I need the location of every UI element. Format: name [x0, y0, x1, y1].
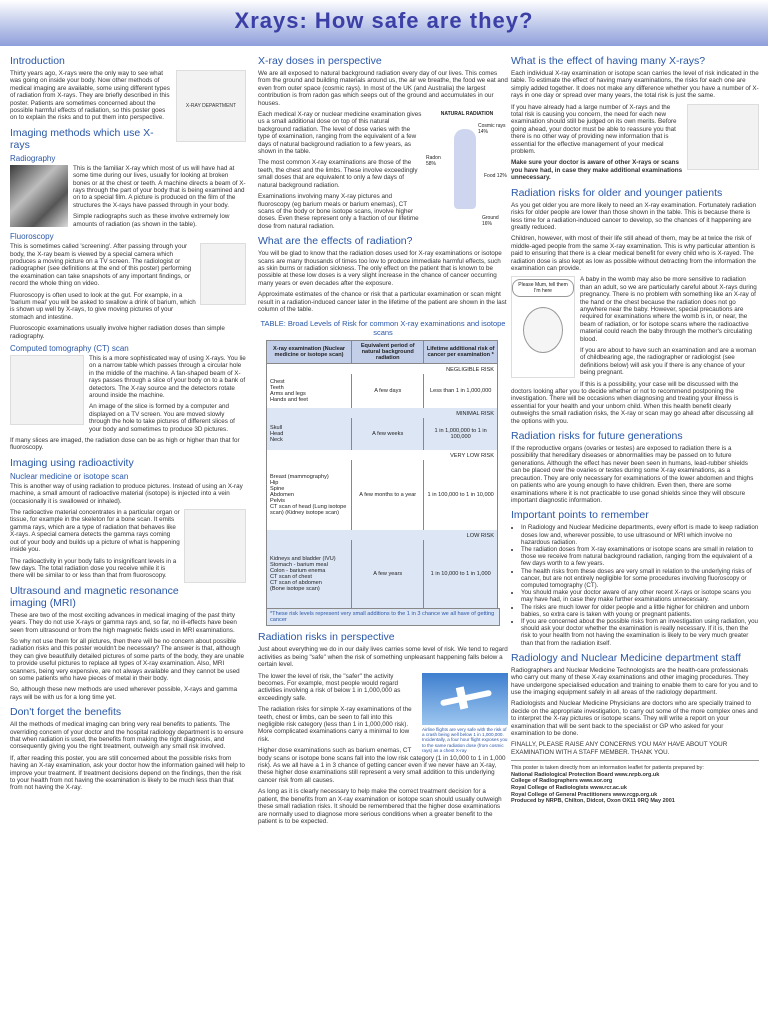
cell-period: A few years [352, 540, 424, 608]
perspective-text-3: The radiation risks for simple X-ray examinations of the teeth, chest or limbs, can be seen to fall into this negligible risk category (less than 1 in 1,000,000 risk). More complicated examinations carry a minimal to low risk. [258, 706, 412, 743]
table-header-row [267, 341, 498, 364]
many-xrays-text-2: If you have already had a large number of X-rays and the total risk is causing you concern, the need for each new examination should still be judged on its own merits. Before going ahead, your doctor must be able to reassure you that there is no other way of providing new information that is essential for the effective management of your medical problem. [511, 103, 677, 156]
credit-line: College of Radiographers www.sor.org [511, 778, 613, 785]
heading-older-younger: Radiation risks for older and younger patients [511, 186, 723, 199]
credits-intro: This poster is taken directly from an information leaflet for patients prepared by: [511, 765, 704, 772]
heading-risks-perspective: Radiation risks in perspective [258, 631, 395, 644]
risk-table [266, 340, 498, 608]
table-row [267, 418, 498, 450]
list-item: • In Radiology and Nuclear Medicine departments, every effort is made to keep radiation doses low and, wherever possible, to use ultrasound or MRI which involve no hazardous radiation. [521, 524, 759, 546]
column-left [10, 50, 246, 1020]
gamma-camera-illustration [184, 509, 246, 583]
dose-text-4: Examinations involving many X-ray pictures and fluoroscopy (eg barium meals or barium enemas), CT scans of the body or bone isotope scans, involve higher doses. Even these represent only a fraction of our lifetime dose from natural radiation. [258, 193, 419, 230]
header-exam: X-ray examination (Nuclear medicine or isotope scan) [267, 341, 352, 364]
heading-imaging-methods: Imaging methods which use X-rays [10, 126, 154, 151]
natural-radiation-diagram [426, 111, 508, 229]
table-title: TABLE: Broad Levels of Risk for common X-ray examinations and isotope scans [260, 319, 506, 338]
table-row [267, 540, 498, 608]
heading-ct-scan: Computed tomography (CT) scan [10, 343, 129, 353]
perspective-text-5: As long as it is clearly necessary to help make the correct treatment decision for a patient, the benefits from an X-ray examination or isotope scan should usually outweigh these small radiation risks. It should be remembered that the higher dose examinations are normally used to diagnose more serious conditions when a greater benefit to the patient is to be expected. [258, 788, 502, 825]
baby-speech-bubble: Please Mum, tell them I'm here [512, 279, 574, 297]
person-figure [454, 129, 476, 209]
perspective-text-2: The lower the level of risk, the "safer" the activity becomes. For example, most people would regard activities involving a risk of below 1 in 1,000,000 as exceedingly safe. [258, 672, 401, 702]
band-row [267, 450, 498, 460]
list-item: • The risks are much lower for older people and a little higher for children and unborn babies, so extra care is taken with young or pregnant patients. [521, 604, 759, 618]
band-very-low: VERY LOW RISK [267, 450, 498, 460]
list-item: • The health risks from these doses are very small in relation to the underlying risks of cancer, but are not entirely negligible for some procedures involving fluoroscopy or computed tomography (CT). [521, 568, 759, 590]
xray-department-label: X-RAY DEPARTMENT [185, 103, 237, 109]
ct-text-2: An image of the slice is formed by a computer and displayed on a TV screen. You are moved slowly through the hole to take pictures of different slices of your body and sometimes to produce 3D pictures. [89, 403, 235, 433]
table-row [267, 460, 498, 530]
list-item: • If you are concerned about the possible risks from an investigation using radiation, you should ask your doctor whether the examination is really necessary. If it is, then the risk to your health from not having the examination is likely to be very much greater than that from the radiation itself. [521, 618, 759, 647]
airplane-photo [422, 673, 508, 725]
fluoroscopy-illustration [200, 243, 246, 305]
older-text-4: If you are about to have such an examination and are a woman of childbearing age, the radiographer or radiologist (see definitions below) will ask you if there is any chance of your being pregnant. [580, 347, 757, 377]
baby-in-womb-illustration [511, 276, 575, 378]
heading-many-xrays: What is the effect of having many X-rays? [511, 55, 706, 67]
benefits-text: All the methods of medical imaging can bring very real benefits to patients. The overriding concern of your doctor and the hospital radiology department is to ensure that when radiation is used, the benefits from making the right diagnosis, and consequently giving you the right treatment, outweigh any small risk involved. [10, 721, 244, 751]
ct-text-3: If many slices are imaged, the radiation dose can be as high or higher than that for fluoroscopy. [10, 437, 240, 452]
cell-exam: Skull Head Neck [267, 418, 352, 450]
heading-introduction: Introduction [10, 55, 65, 67]
cell-period: A few days [352, 374, 424, 408]
ground-label: Ground 16% [482, 215, 499, 228]
fluoroscopy-text-3: Fluoroscopic examinations usually involve higher radiation doses than simple radiography. [10, 325, 225, 340]
nuclear-text-3: The radioactivity in your body falls to insignificant levels in a few days. The total radiation dose you receive while it is there will be similar to or less than that from fluoroscopy. [10, 557, 177, 580]
heading-radioactivity: Imaging using radioactivity [10, 456, 134, 469]
airplane-figure [422, 673, 508, 754]
band-minimal: MINIMAL RISK [267, 408, 498, 418]
page-title: Xrays: How safe are they? [234, 8, 534, 33]
column-middle [258, 50, 508, 1020]
older-text: As you get older you are more likely to need an X-ray examination. Fortunately radiation risks for older people are lower than those shown in the table. This is because there is less time for a radiation-induced cancer to develop, so the chances of it happening are greatly reduced. [511, 201, 757, 231]
airplane-caption: Airline flights are very safe with the risk of a crash being well below 1 in 1,000,000. Incidentally, a four hour flight exposes you to the same radiation dose (from cosmic rays) as a chest X-ray [422, 726, 508, 754]
older-text-5: If this is a possibility, your case will be discussed with the doctors looking after you to decide whether or not to recommend postponing the investigation. There will be occasions when diagnosing and treating your illness is essential for your health and your unborn child. When this health benefit clearly outweighs the small radiation risks, the X-ray or scan may go ahead after discussing all the options with you. [511, 380, 754, 425]
heading-radiography: Radiography [10, 153, 56, 163]
cell-period: A few months to a year [352, 460, 424, 530]
radiography-text: This is the familiar X-ray which most of us will have had at some time during our lives, usually for looking at broken bones or at the chest or teeth. A machine directs a beam of X-rays through the part of your body that is being examined and on to a special film. A picture is produced on the film of the structures the X-rays have passed through in your body. [73, 164, 246, 209]
dose-text: We are all exposed to natural background radiation every day of our lives. This comes from the ground and building materials around us, the air we breathe, the food we eat and even from outer space (cosmic rays). In most of the UK (and Australia) the largest contribution is from radon gas which seeps out of the ground and accumulates in our houses. [258, 70, 508, 107]
staff-text: Radiographers and Nuclear Medicine Technologists are the health-care professionals who carry out many of these X-ray examinations and other imaging procedures. They have undergone specialised education and training to enable them to care for you and to use the imaging equipment safely in all areas of the radiology department. [511, 666, 758, 696]
header-period: Equivalent period of natural background radiation [352, 341, 424, 364]
heading-future-generations: Radiation risks for future generations [511, 430, 683, 443]
ultrasound-text-3: So, although these new methods are used wherever possible, X-rays and gamma rays will be with us for a long time yet. [10, 686, 238, 701]
heading-fluoroscopy: Fluoroscopy [10, 232, 54, 242]
nuclear-text-2: The radioactive material concentrates in a particular organ or tissue, for example in the skeleton for a bone scan. It emits gamma rays, which are a type of radiation that behaves like X-rays. A special camera detects the gamma rays coming out of your body and builds up a picture of what is happening inside you. [10, 509, 180, 554]
table-footnote: *These risk levels represent very small additions to the 1 in 3 chance we all have of getting cancer [266, 608, 500, 626]
cell-risk: Less than 1 in 1,000,000 [424, 374, 498, 408]
cell-period: A few weeks [352, 418, 424, 450]
credit-line: National Radiological Protection Board www.nrpb.org.uk [511, 771, 660, 778]
finally-note: FINALLY, PLEASE RAISE ANY CONCERNS YOU MAY HAVE ABOUT YOUR EXAMINATION WITH A STAFF MEMBER. THANK YOU. [511, 741, 728, 756]
heading-department-staff: Radiology and Nuclear Medicine department staff [511, 651, 741, 664]
divider [511, 760, 759, 761]
perspective-text-4: Higher dose examinations such as barium enemas, CT body scans or isotope bone scans fall into the low risk category (1 in 10,000 to 1 in 1,000 risk). As we all have a 1 in 3 chance of getting cancer even if we never have an X-ray, these higher dose examinations still represent a very small addition to this underlying cancer risk from all causes. [258, 747, 506, 784]
radon-label: Radon 58% [426, 155, 441, 168]
effects-text-2: Approximate estimates of the chance or risk that a particular examination or scan might result in a radiation-induced cancer later in the lifetime of the patient are shown in the last column of the table. [258, 291, 507, 313]
fluoroscopy-text-2: Fluoroscopy is often used to look at the gut. For example, in a 'barium meal' you will be asked to swallow a drink of barium, which is shown up well by X-rays, to give moving pictures of your stomach and intestine. [10, 291, 196, 321]
intro-text: Thirty years ago, X-rays were the only way to see what was going on inside your body. Now other methods of medical imaging are available, some using different types of radiation from X-rays. They are briefly described in this poster. Patients are sometimes concerned about the possible harmful effects of radiation, so this poster goes on to explain the risks and to put them into perspective. [10, 70, 170, 122]
table-row [267, 374, 498, 408]
heading-effects: What are the effects of radiation? [258, 235, 413, 248]
fluoroscopy-text: This is sometimes called 'screening'. After passing through your body, the X-ray beam is viewed by a special camera which produces a moving picture on a TV screen. The radiologist or radiographer (see definitions at the end of this poster) performing the examination can take snapshots of any important findings, or record the whole thing on video. [10, 243, 192, 288]
cell-exam: Breast (mammography) Hip Spine Abdomen Pelvis CT scan of head (Lung isotope scan) (Kidney isotope scan) [267, 460, 352, 530]
heading-nuclear-medicine: Nuclear medicine or isotope scan [10, 471, 129, 481]
heading-dose-perspective: X-ray doses in perspective [258, 55, 382, 67]
band-row [267, 364, 498, 375]
credit-line: Royal College of General Practitioners www.rcgp.org.uk [511, 791, 658, 798]
nuclear-text: This is another way of using radiation to produce pictures. Instead of using an X-ray machine, a small amount of radioactive material (isotope) is injected into a vein (occasionally it is swallowed or inhaled). [10, 482, 243, 505]
title-banner [0, 0, 768, 46]
older-text-2: Children, however, with most of their life still ahead of them, may be at twice the risk of middle-aged people from the same X-ray examination. This is why particular attention is paid to ensuring that there is a clear medical benefit for every child who is X-rayed. The radiation dose is also kept as low as possible without detracting from the information the examination can provide. [511, 235, 757, 272]
dose-text-3: The most common X-ray examinations are those of the teeth, the chest and the limbs. These involve exceedingly small doses that are equivalent to only a few days of natural background radiation. [258, 159, 418, 189]
cell-risk: 1 in 1,000,000 to 1 in 100,000 [424, 418, 498, 450]
radiography-text-2: Simple radiographs such as these involve extremely low amounts of radiation (as shown in the table). [73, 213, 230, 228]
future-text: If the reproductive organs (ovaries or testes) are exposed to radiation there is a possibility that hereditary diseases or abnormalities may be passed on to future generations. Although the effect has never been seen in humans, lead-rubber shields can be placed over the ovaries or testes during some X-ray examinations, as a precaution. They are only necessary for examinations of the lower abdomen and thighs on patients who are young enough to have children. Even then, there are some examinations where it is not practicable to use gonad shields since they will obscure important diagnostic information. [511, 445, 754, 504]
ultrasound-text-2: So why not use them for all pictures, then there will be no concern about possible radiation risks and this poster wouldn't be necessary? The answer is that, although they can give beautifully detailed pictures of some parts of the body, they are unable to provide useful pictures to replace all types of X-ray examination. Also, MRI scanners, being very expensive, are not always available and they cannot be used on some patients who have pieces of metal in their body. [10, 637, 245, 682]
band-row [267, 530, 498, 540]
chest-xray-image [10, 165, 68, 227]
ct-scanner-illustration [10, 355, 84, 425]
many-xrays-bold: Make sure your doctor is aware of other X-rays or scans you have had, in case they make additional examinations unnecessary. [511, 159, 683, 182]
heading-benefits: Don't forget the benefits [10, 706, 122, 719]
xray-department-illustration [176, 70, 246, 142]
food-label: Food 12% [484, 173, 507, 180]
list-item: • You should make your doctor aware of any other recent X-rays or isotope scans you may have had, in case they make further examinations unnecessary. [521, 589, 759, 603]
natural-radiation-title: NATURAL RADIATION [440, 111, 494, 118]
band-low: LOW RISK [267, 530, 498, 540]
older-text-3: A baby in the womb may also be more sensitive to radiation than an adult, so we are particularly careful about X-rays during pregnancy. There is no problem with something like an X-ray of the hand or the chest because the radiation does not go anywhere near the baby. However, special precautions are required for examinations where the womb is in, or near, the beam of radiation, or for isotope scans where the radioactive material could reach the baby through the mother's circulating blood. [580, 276, 757, 343]
heading-ultrasound-mri: Ultrasound and magnetic resonance imaging (MRI) [10, 584, 179, 609]
heading-important-points: Important points to remember [511, 509, 649, 522]
staff-text-2: Radiologists and Nuclear Medicine Physicians are doctors who are specially trained to decide on the appropriate investigation, to carry out some of the more complex ones and to interpret the X-ray pictures or isotope scans. They will write a report on your examination that will be sent back to the specialist or GP who asked for your examination to be done. [511, 700, 758, 738]
ultrasound-text: These are two of the most exciting advances in medical imaging of the past thirty years. They do not use X-rays or gamma rays and, so far, no ill-effects have been seen from ultrasound or from the high magnetic fields used in MRI examinations. [10, 611, 237, 634]
cosmic-rays-label: Cosmic rays 14% [478, 123, 506, 136]
cell-risk: 1 in 100,000 to 1 in 10,000 [424, 460, 498, 530]
column-right [511, 50, 759, 1020]
credits-block [511, 765, 759, 805]
header-risk: Lifetime additional risk of cancer per examination * [424, 341, 498, 364]
many-xrays-text: Each individual X-ray examination or isotope scan carries the level of risk indicated in the table. To estimate the effect of having many examinations, the risks for each one are simply added together. It does not make any difference whether you have a number of X-rays in one day or spread over many years, the total risk is just the same. [511, 70, 759, 100]
cell-exam: Kidneys and bladder (IVU) Stomach - barium meal Colon - barium enema CT scan of chest CT scan of abdomen (Bone isotope scan) [267, 540, 352, 608]
credit-line: Produced by NRPB, Chilton, Didcot, Oxon OX11 0RQ May 2001 [511, 798, 675, 805]
effects-text: You will be glad to know that the radiation doses used for X-ray examinations or isotope scans are many thousands of times too low to produce immediate harmful effects, such as skin burns or radiation sickness. The only effect on the patient that is known to be possible at these low doses is a very slight increase in the chance of cancer occurring many years or even decades after the exposure. [258, 250, 502, 287]
benefits-text-2: If, after reading this poster, you are still concerned about the possible risks from having an X-ray examination, ask your doctor how the information gained will help to improve your treatment. If treatment decisions depend on the findings, then the risk to your health from not having the examination is likely to be much less than that from not having the X-ray. [10, 754, 245, 792]
band-negligible: NEGLIGIBLE RISK [267, 364, 498, 375]
cell-exam: Chest Teeth Arms and legs Hands and feet [267, 374, 352, 408]
xray-stack-illustration [687, 104, 759, 170]
list-item: • The radiation doses from X-ray examinations or isotope scans are small in relation to those we receive from natural background radiation, ranging from the equivalent of a few days worth to a few years. [521, 546, 759, 568]
cell-risk: 1 in 10,000 to 1 in 1,000 [424, 540, 498, 608]
perspective-text: Just about everything we do in our daily lives carries some level of risk. We tend to regard activities as being "safe" when the risk of something unpleasant happening falls below a certain level. [258, 646, 508, 669]
ct-text: This is a more sophisticated way of using X-rays. You lie on a narrow table which passes through a circular hole in the middle of the machine. A fan-shaped beam of X-rays passes through a slice of your body on to a bank of detectors. The X-ray source and the detectors rotate around inside the machine. [89, 354, 246, 399]
points-list [511, 524, 759, 646]
credit-line: Royal College of Radiologists www.rcr.ac.uk [511, 785, 627, 792]
band-row [267, 408, 498, 418]
dose-text-2: Each medical X-ray or nuclear medicine examination gives us a small additional dose on top of this natural background radiation. The level of dose varies with the type of examination, ranging from the equivalent of a few days of natural background radiation to a few years, as shown in the table. [258, 111, 422, 156]
